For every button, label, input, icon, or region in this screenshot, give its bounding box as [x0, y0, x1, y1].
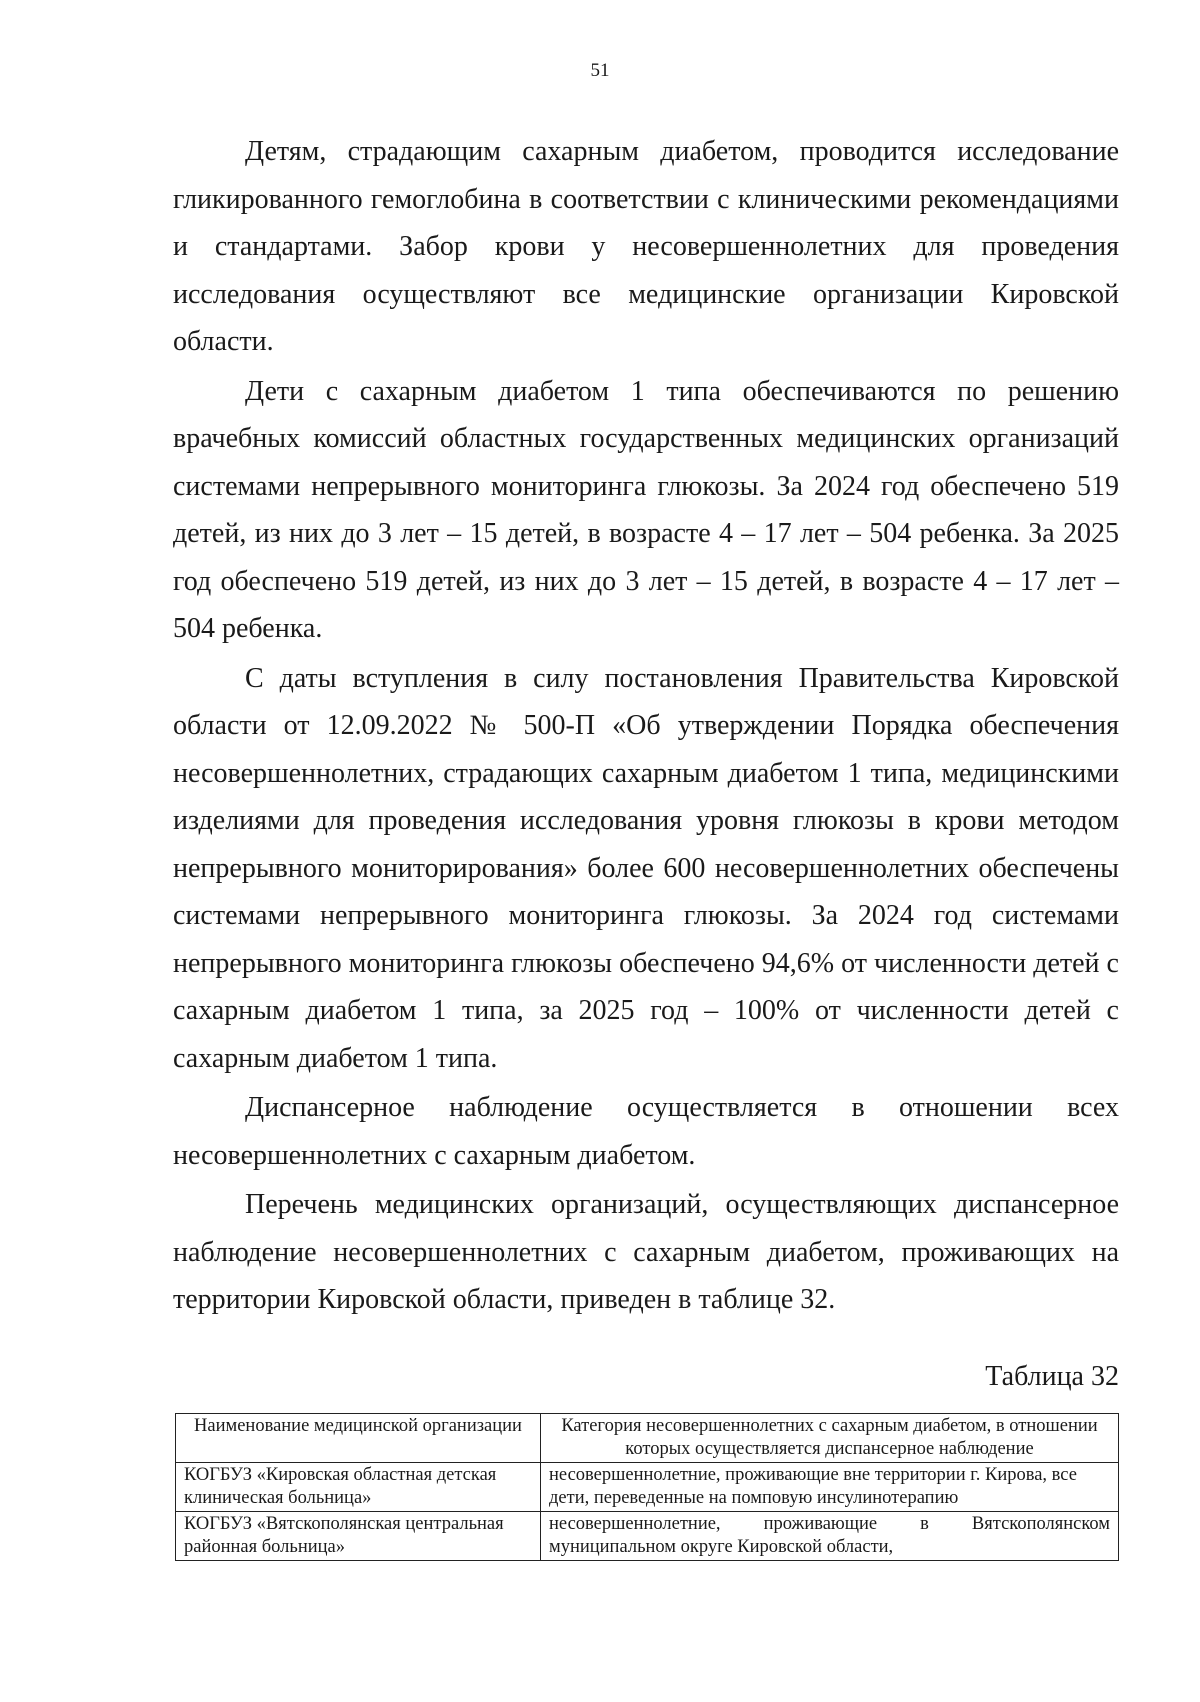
medical-organizations-table [175, 1413, 1119, 1561]
paragraph-organizations-list-intro: Перечень медицинских организаций, осуществляющих диспансерное наблюдение несовершеннолетних с сахарным диабетом, проживающих на территории Кировской области, приведен в таблице 32. [173, 1189, 1119, 1315]
cell-organization: КОГБУЗ «Вятскополянская центральная районная больница» [176, 1512, 541, 1561]
paragraph-glucose-monitoring-supply: Дети с сахарным диабетом 1 типа обеспечиваются по решению врачебных комиссий областных государственных медицинских организаций системами непрерывного мониторинга глюкозы. За 2024 год обеспечено 519 детей, из них до 3 лет – 15 детей, в возрасте 4 – 17 лет – 504 ребенка. За 2025 год обеспечено 519 детей, из них до 3 лет – 15 детей, в возрасте 4 – 17 лет – 504 ребенка. [173, 375, 1119, 644]
paragraph-government-resolution: С даты вступления в силу постановления Правительства Кировской области от 12.09.2022 № 500-П «Об утверждении Порядка обеспечения несовершеннолетних, страдающих сахарным диабетом 1 типа, медицинскими изделиями для проведения исследования уровня глюкозы в крови методом непрерывного мониторирования» более 600 несовершеннолетних обеспечены системами непрерывного мониторинга глюкозы. За 2024 год системами непрерывного мониторинга глюкозы обеспечено 94,6% от численности детей с сахарным диабетом 1 типа, за 2025 год – 100% от численности детей с сахарным диабетом 1 типа. [173, 662, 1119, 1074]
paragraph-hba1c-testing: Детям, страдающим сахарным диабетом, проводится исследование гликированного гемоглобина в соответствии с клиническими рекомендациями и стандартами. Забор крови у несовершеннолетних для проведения исследования осуществляют все медицинские организации Кировской области. [173, 136, 1119, 357]
cell-category: несовершеннолетние, проживающие вне территории г. Кирова, все дети, переведенные на помповую инсулинотерапию [541, 1463, 1119, 1512]
page-number: 51 [590, 60, 610, 81]
header-organization-name: Наименование медицинской организации [176, 1414, 541, 1463]
header-patient-category: Категория несовершеннолетних с сахарным диабетом, в отношении которых осуществляется диспансерное наблюдение [541, 1414, 1119, 1463]
table-caption: Таблица 32 [985, 1361, 1119, 1392]
table-row [176, 1512, 1119, 1561]
cell-category: несовершеннолетние, проживающие в Вятскополянском муниципальном округе Кировской области, [541, 1512, 1119, 1561]
cell-organization: КОГБУЗ «Кировская областная детская клиническая больница» [176, 1463, 541, 1512]
table-header-row [176, 1414, 1119, 1463]
paragraph-dispensary-observation: Диспансерное наблюдение осуществляется в отношении всех несовершеннолетних с сахарным диабетом. [173, 1092, 1119, 1171]
document-body [173, 128, 1119, 1326]
table-row [176, 1463, 1119, 1512]
